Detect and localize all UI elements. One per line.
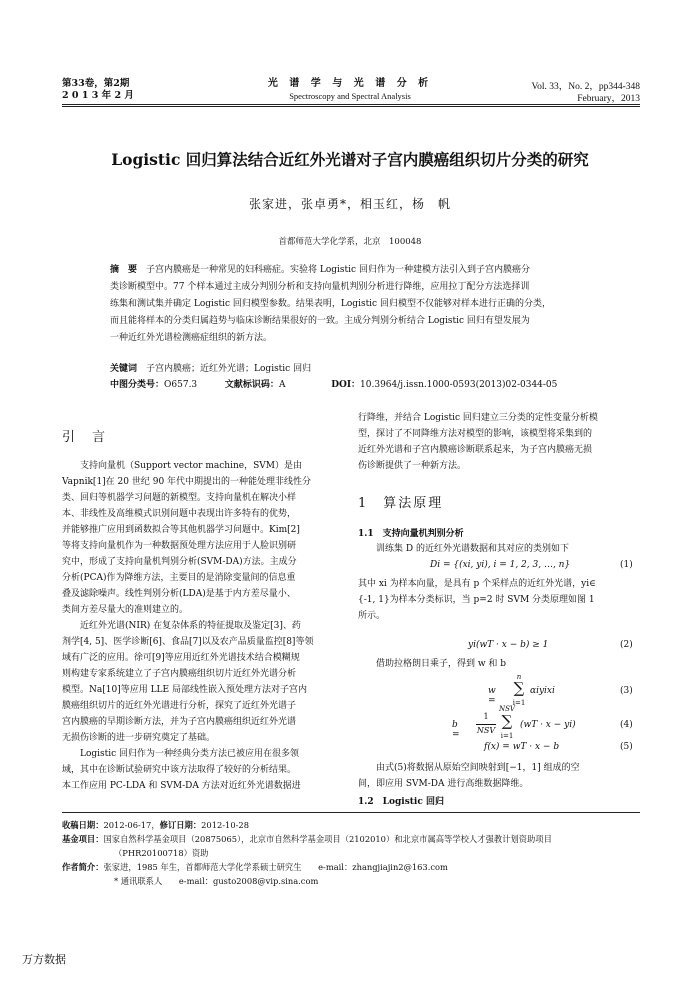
journal-pages: Vol. 33，No. 2，pp344-348 (531, 82, 640, 92)
sigma-icon: ∑ (501, 712, 513, 730)
eq4-sum-top: NSV (499, 705, 515, 713)
intro-line: 本工作应用 PC-LDA 和 SVM-DA 方法对近红外光谱数据进 (62, 781, 301, 791)
corresponding-author: * 通讯联系人 (114, 876, 163, 886)
header-rule-2 (62, 106, 640, 107)
lagrange-line: 借助拉格朗日乘子，得到 w 和 b (358, 659, 507, 669)
svm-da-line: 间，即应用 SVM-DA 进行高维数据降维。 (358, 779, 529, 789)
intro-line: 无损伤诊断的进一步研究奠定了基础。 (62, 733, 216, 743)
right-intro-continued (358, 410, 640, 474)
eq3-rhs: αiyixi (530, 686, 555, 696)
intro-line: 则构建专家系统建立了子宫内膜癌组织切片近红外光谱分析 (62, 669, 297, 679)
section1-heading: 1 算法原理 (358, 496, 444, 511)
fund-text-2: （PHR20100718）资助 (114, 848, 209, 858)
intro-line: 本、非线性及高维模式识别问题中表现出许多特有的优势， (62, 509, 297, 519)
clc-value: O657.3 (164, 380, 198, 390)
revised-label: 修订日期： (159, 820, 202, 830)
intro-line: 类间方差尽量大的准则建立的。 (62, 605, 189, 615)
svm-intro-line: 训练集 D 的近红外光谱数据和其对应的类别如下 (358, 544, 569, 554)
journal-name-cn: 光 谱 学 与 光 谱 分 析 (267, 78, 433, 89)
intro-line: 等将支持向量机作为一种数据预处理方法应用于人脸识别研 (62, 541, 297, 551)
equation-1-number: (1) (620, 560, 633, 570)
abstract (110, 262, 590, 347)
fund-text: 国家自然科学基金项目（20875065），北京市自然科学基金项目（2102010）和北京市属高等学校人才强教计划资助项目 (103, 834, 552, 844)
paper-authors: 张家进，张卓勇*，相玉红，杨 帆 (248, 197, 451, 211)
author-email: e-mail：zhangjiajin2@163.com (318, 862, 448, 872)
intro-line: 类、回归等机器学习问题的新模型。支持向量机在解决小样 (62, 493, 297, 503)
intro-line: 剂学[4, 5]、医学诊断[6]、食品[7]以及农产品质量监控[8]等领 (62, 637, 314, 647)
eq4-sum-bot: i=1 (500, 732, 514, 740)
fund-label: 基金项目： (62, 834, 104, 844)
journal-date: 2 0 1 3 年 2 月 (62, 90, 134, 101)
header-rule (62, 104, 640, 105)
svm-line: 所示。 (358, 611, 386, 621)
revised-date: 2012-10-28 (201, 820, 249, 830)
eq4-lhs: b = (452, 720, 460, 740)
intro-line: Logistic 回归作为一种经典分类方法已被应用在很多领 (62, 749, 300, 759)
intro-line: 近红外光谱(NIR) 在复杂体系的特征提取及鉴定[3]、药 (62, 621, 301, 631)
subsection-1-1: 1.1 支持向量机判别分析 (358, 529, 464, 539)
doi-label: DOI： (331, 380, 361, 390)
abstract-line: 而且能将样本的分类归属趋势与临床诊断结果很好的一致。主成分判别分析结合 Logistic 回归有望发展为 (110, 316, 530, 326)
footnote-rule (62, 812, 640, 813)
intro-line: 分析(PCA)作为降维方法，主要目的是消除变量间的信息重 (62, 573, 296, 583)
subsection-1-2: 1.2 Logistic 回归 (358, 797, 444, 807)
svm-da-line: 由式(5)将数据从原始空间映射到[−1，1] 组成的空 (358, 763, 580, 773)
abstract-line: 练集和测试集并确定 Logistic 回归模型参数。结果表明，Logistic 回归模型不仅能够对样本进行正确的分类， (110, 299, 551, 309)
equation-2: yi(wT · x − b) ≥ 1 (468, 640, 549, 650)
keywords (110, 362, 311, 377)
journal-name-en: Spectroscopy and Spectral Analysis (289, 91, 411, 101)
journal-volume: 第33卷，第2期 (62, 78, 130, 89)
intro-line: 域有广泛的应用。徐可[9]等应用近红外光谱技术结合模糊规 (62, 653, 300, 663)
intro-line: 支持向量机（Support vector machine，SVM）是由 (62, 461, 302, 471)
equation-4-number: (4) (620, 720, 633, 730)
eq3-sum-bot: i=1 (512, 699, 526, 707)
doc-code-value: A (278, 380, 286, 390)
equation-1: Di = {(xi, yi), i = 1, 2, 3, …, n} (430, 560, 571, 570)
right-line: 近红外光谱和子宫内膜癌诊断联系起来，为子宫内膜癌无损 (358, 445, 593, 455)
intro-line: 域，其中在诊断试验研究中该方法取得了较好的分析结果。 (62, 765, 297, 775)
equation-3-number: (3) (620, 686, 633, 696)
journal-month: February，2013 (577, 94, 640, 104)
eq4-frac-num: 1 (483, 712, 489, 721)
intro-heading: 引 言 (62, 430, 108, 445)
intro-line: 模型。Na[10]等应用 LLE 局部线性嵌入预处理方法对子宫内 (62, 685, 307, 695)
right-line: 型，探讨了不同降维方法对模型的影响，该模型将采集到的 (358, 429, 593, 439)
right-line: 伤诊断提供了一种新方法。 (358, 461, 467, 471)
received-date: 2012-06-17， (103, 820, 160, 830)
doi-value: 10.3964/j.issn.1000-0593(2013)02-0344-05 (360, 380, 558, 390)
author-label: 作者简介： (62, 862, 104, 872)
svm-line: {-1, 1}为样本分类标识，当 p=2 时 SVM 分类原理如图 1 (358, 595, 595, 605)
abstract-line: 一种近红外光谱检测癌症组织的新方法。 (110, 333, 273, 343)
doc-code-label: 文献标识码： (224, 380, 279, 390)
equation-2-number: (2) (620, 640, 633, 650)
keywords-text: 子宫内膜癌；近红外光谱；Logistic 回归 (146, 364, 312, 374)
abstract-line: 类诊断模型中。77 个样本通过主成分判别分析和支持向量机判别分析进行降维，应用拉丁配分方法选择训 (110, 282, 530, 292)
keywords-label: 关键词 (110, 364, 138, 374)
eq3-sum-top: n (516, 673, 522, 681)
intro-line: 究中，形成了支持向量机判别分析(SVM-DA)方法。主成分 (62, 557, 297, 567)
paper-affiliation: 首都师范大学化学系，北京 100048 (278, 237, 422, 247)
svm-line: 其中 xi 为样本向量，是具有 p 个采样点的近红外光谱，yi∈ (358, 579, 596, 589)
abstract-label: 摘 要 (110, 265, 138, 275)
eq4-frac-den: NSV (476, 726, 496, 735)
watermark: 万方数据 (22, 953, 66, 966)
intro-line: 叠及滤除噪声。线性判别分析(LDA)是基于内方差尽量小、 (62, 589, 296, 599)
footnotes (62, 818, 642, 888)
classification (110, 378, 590, 393)
intro-line: 膜癌组织切片的近红外光谱进行分析，探究了近红外光谱子 (62, 701, 297, 711)
intro-line: 并能够推广应用到函数拟合等其他机器学习问题中。Kim[2] (62, 525, 300, 535)
eq3-lhs: w = (488, 686, 496, 706)
author-bio: 张家进，1985 年生，首都师范大学化学系硕士研究生 (103, 862, 302, 872)
svm-da-desc (358, 760, 640, 792)
svm-desc (358, 576, 640, 624)
abstract-line: 子宫内膜癌是一种常见的妇科癌症。实验将 Logistic 回归作为一种建模方法引入到子宫内膜癌分 (146, 265, 530, 275)
equation-5-number: (5) (620, 742, 633, 752)
intro-line: Vapnik[1]在 20 世纪 90 年代中期提出的一种能处理非线性分 (62, 477, 312, 487)
clc-label: 中图分类号： (110, 380, 165, 390)
paper-title: Logistic 回归算法结合近红外光谱对子宫内膜癌组织切片分类的研究 (111, 150, 589, 169)
right-line: 行降维，并结合 Logistic 回归建立三分类的定性变量分析模 (358, 413, 598, 423)
sigma-icon: ∑ (513, 679, 525, 697)
equation-5: f(x) = wT · x − b (484, 742, 560, 752)
eq4-rhs: (wT · x − yi) (520, 720, 576, 730)
received-label: 收稿日期： (62, 820, 104, 830)
corresponding-email: e-mail：gusto2008@vip.sina.com (178, 876, 319, 886)
intro-line: 宫内膜癌的早期诊断方法，并为子宫内膜癌组织近红外光谱 (62, 717, 297, 727)
intro-body (62, 458, 344, 794)
fraction-bar (476, 724, 496, 725)
